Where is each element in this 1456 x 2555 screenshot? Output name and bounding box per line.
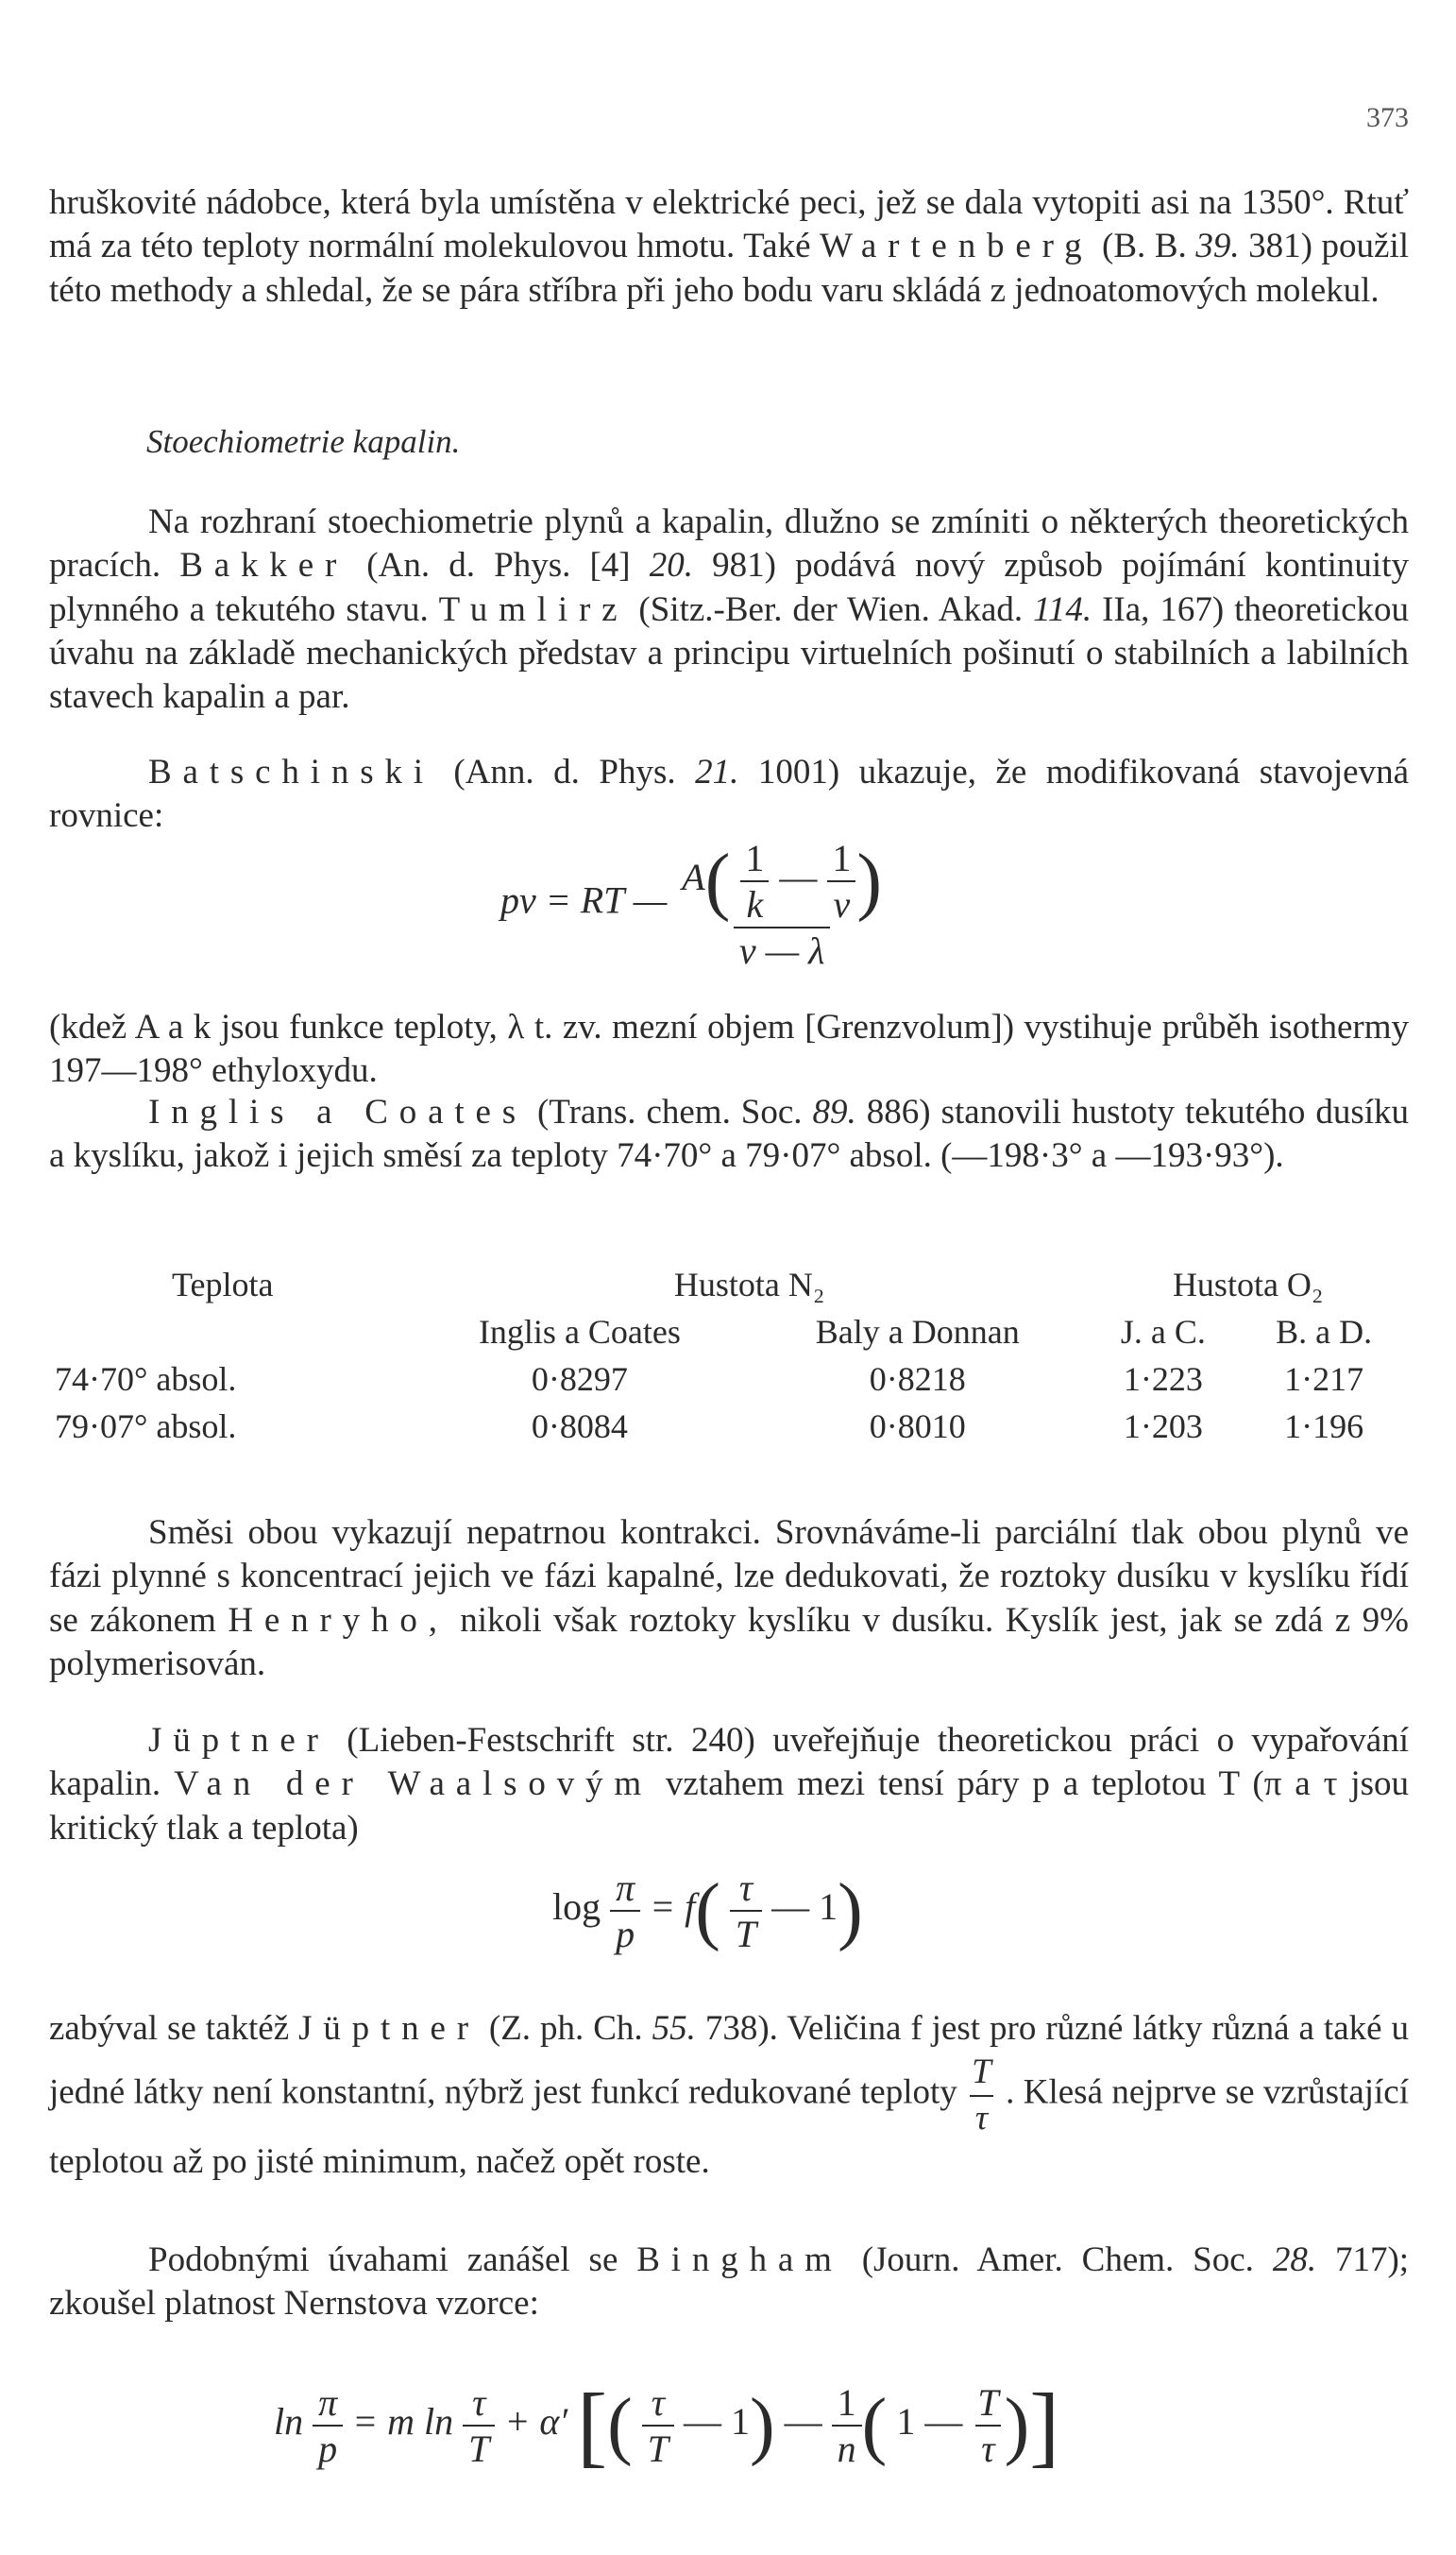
- ln-symbol: ln: [274, 2400, 304, 2444]
- denominator: k: [740, 880, 769, 927]
- section-heading: Stoechiometrie kapalin.: [146, 423, 461, 460]
- header-n2: Hustota N₂: [673, 1266, 825, 1303]
- fraction-tau-T-2: [642, 2380, 674, 2471]
- author-name: Jüptner: [298, 2009, 480, 2048]
- fraction-tau-T: [463, 2380, 495, 2471]
- density-table: [49, 1261, 1409, 1450]
- numerator: 1: [832, 837, 852, 879]
- denominator: T: [642, 2425, 674, 2471]
- left-paren: (: [607, 2384, 633, 2467]
- text: (Lieben-Festschrift str. 240) uveřejňuje theoretickou práci o vypařování kapalin.: [49, 1721, 1409, 1804]
- denominator: τ: [970, 2095, 993, 2140]
- denominator: T: [463, 2425, 495, 2471]
- fraction-1-n: [832, 2380, 862, 2471]
- numerator: π: [616, 1866, 635, 1909]
- minus-one: — 1: [684, 2400, 751, 2444]
- fraction-denominator: v — λ: [734, 927, 831, 973]
- formula-log-vapor: [552, 1865, 863, 1956]
- fraction-pi-p: [313, 2380, 343, 2471]
- table-row: [49, 1355, 1409, 1403]
- volume-number: 114.: [1033, 589, 1092, 629]
- log-symbol: log: [552, 1885, 601, 1929]
- paragraph-8: [49, 2007, 1409, 2184]
- denominator: p: [313, 2425, 343, 2471]
- table-subheader-row: [49, 1308, 1409, 1355]
- table-cell: 0·8084: [531, 1407, 628, 1445]
- numerator: π: [318, 2381, 338, 2424]
- author-name: Henryho,: [228, 1600, 449, 1640]
- author-name: Bingham: [636, 2240, 843, 2279]
- text: 1001) ukazuje, že modifikovaná stavojevná rovnice:: [49, 753, 1409, 836]
- empty-cell: [49, 1308, 412, 1355]
- left-bracket: [: [577, 2375, 608, 2476]
- text: 886) stanovili hustoty tekutého dusíku a kyslíku, jakož i jejich směsí za teploty 74·70° a 79·07° absol. (—198·3° a —193·93°).: [49, 1093, 1410, 1176]
- fraction-T-tau: [972, 2380, 1004, 2471]
- formula-nernst: [274, 2375, 1060, 2476]
- text: vztahem mezi tensí páry p a teplotou T (π a τ jsou kritický tlak a teplota): [49, 1764, 1410, 1848]
- author-name: Batschinski: [148, 753, 434, 792]
- text: (Trans. chem. Soc.: [536, 1093, 803, 1132]
- right-paren: ): [750, 2384, 775, 2467]
- minus-sign: —: [784, 2400, 822, 2444]
- inner-fraction-1v: [826, 836, 856, 927]
- text: nikoli však roztoky kyslíku v dusíku. Kyslík jest, jak se zdá z 9% polymerisován.: [49, 1600, 1410, 1683]
- text: Směsi obou vykazují nepatrnou kontrakci. Srovnáváme-li parciální tlak obou plynů ve fázi plynné s koncentrací jejich ve fázi kapalné, lze dedukovati, že roztoky dusíku v kyslíku řídí se zákonem: [49, 1513, 1409, 1640]
- text: 381) použil této methody a shledal, že se pára stříbra při jeho bodu varu skládá z jednoatomových molekul.: [49, 227, 1410, 310]
- numerator: 1: [745, 837, 765, 879]
- author-name: Inglis a Coates: [148, 1093, 527, 1132]
- volume-number: 28.: [1272, 2240, 1317, 2279]
- equals-m-ln: = m ln: [352, 2400, 454, 2444]
- author-name: Van der Waalsovým: [174, 1764, 653, 1804]
- page-number: 373: [1366, 102, 1409, 133]
- subheader-cell: B. a D.: [1276, 1313, 1373, 1351]
- paragraph-9: [49, 2239, 1409, 2326]
- table-cell: 0·8297: [531, 1360, 628, 1398]
- one-minus: 1 —: [896, 2400, 963, 2444]
- subheader-cell: Inglis a Coates: [478, 1313, 681, 1351]
- subheader-cell: Baly a Donnan: [815, 1313, 1020, 1351]
- text: (Journ. Amer. Chem. Soc.: [861, 2240, 1254, 2279]
- paragraph-1: [49, 181, 1409, 313]
- right-paren: ): [1004, 2384, 1030, 2467]
- numerator: τ: [472, 2381, 486, 2424]
- text: hruškovité nádobce, která byla umístěna v elektrické peci, jež se dala vytopiti asi na 1350°. Rtuť má za této teploty normální molekulovou hmotu. Také: [49, 183, 1409, 266]
- numerator: T: [977, 2381, 999, 2424]
- fraction-pi-p: [610, 1865, 640, 1956]
- text: (B. B.: [1102, 227, 1187, 266]
- text: 717); zkoušel platnost Nernstova vzorce:: [49, 2240, 1410, 2324]
- author-name: Jüptner: [148, 1721, 330, 1760]
- left-paren: (: [704, 840, 731, 923]
- table-cell: 0·8010: [869, 1407, 966, 1445]
- header-o2: Hustota O₂: [1172, 1266, 1324, 1303]
- volume-number: 89.: [812, 1093, 856, 1132]
- table-cell: 74·70° absol.: [55, 1360, 237, 1398]
- table-cell: 1·217: [1284, 1360, 1364, 1398]
- inline-fraction-T-tau: [966, 2051, 997, 2140]
- table-cell: 1·196: [1284, 1407, 1364, 1445]
- text: (Z. ph. Ch.: [488, 2009, 643, 2048]
- text: (Sitz.-Ber. der Wien. Akad.: [638, 589, 1024, 629]
- paragraph-7: [49, 1719, 1409, 1850]
- numerator: 1: [837, 2381, 856, 2424]
- minus-one: — 1: [771, 1885, 838, 1929]
- numerator: T: [972, 2053, 991, 2092]
- denominator: T: [730, 1910, 762, 1956]
- inner-fraction-1k: [739, 836, 770, 927]
- author-name: Tumlirz: [438, 589, 629, 629]
- table-header-row: [49, 1261, 1409, 1308]
- volume-number: 39.: [1195, 227, 1240, 266]
- fraction-tau-T: [730, 1865, 762, 1956]
- denominator: τ: [975, 2425, 1000, 2471]
- paragraph-3: [49, 751, 1409, 839]
- minus-sign: —: [779, 856, 818, 899]
- volume-number: 21.: [695, 753, 739, 792]
- paragraph-5: [49, 1091, 1409, 1179]
- text: (Ann. d. Phys.: [453, 753, 676, 792]
- formula-lhs: pv = RT —: [500, 878, 668, 922]
- author-name: Bakker: [179, 546, 348, 586]
- text: 738). Veličina f jest pro různé látky různá a také u jedné látky není konstantní, nýbrž jest funkcí redukované teploty: [49, 2009, 1410, 2112]
- denominator: n: [832, 2425, 862, 2471]
- volume-number: 55.: [652, 2009, 696, 2048]
- table-cell: 1·203: [1123, 1407, 1203, 1445]
- left-paren: (: [695, 1869, 720, 1952]
- subheader-cell: J. a C.: [1120, 1313, 1206, 1351]
- formula-state-equation: [500, 836, 888, 973]
- equals-f: = f: [650, 1885, 696, 1929]
- left-paren: (: [861, 2384, 888, 2467]
- numerator: τ: [738, 1866, 753, 1909]
- fraction-numerator: [676, 836, 888, 927]
- header-teplota: Teplota: [172, 1266, 274, 1303]
- text: IIa, 167) theoretickou úvahu na základě mechanických představ a principu virtuelních pošinutí o stabilních a labilních stavech kapalin a par.: [49, 589, 1410, 716]
- symbol-A: A: [682, 856, 705, 899]
- paragraph-2: [49, 501, 1409, 719]
- table-cell: 1·223: [1123, 1360, 1203, 1398]
- numerator: τ: [651, 2381, 666, 2424]
- volume-number: 20.: [649, 546, 694, 586]
- right-paren: ): [838, 1869, 863, 1952]
- paragraph-4: (kdež A a k jsou funkce teploty, λ t. zv. mezní objem [Grenzvolum]) vystihuje průběh isothermy 197—198° ethyloxydu.: [49, 1008, 1409, 1091]
- formula-fraction: [676, 836, 888, 973]
- text: 981) podává nový způsob pojímání kontinuity plynného a tekutého stavu.: [49, 546, 1409, 629]
- text: Podobnými úvahami zanášel se: [148, 2240, 618, 2279]
- text: zabýval se taktéž: [49, 2009, 290, 2048]
- denominator: p: [610, 1910, 640, 1956]
- right-paren: ): [856, 840, 882, 923]
- text: (An. d. Phys. [4]: [366, 546, 631, 586]
- right-bracket: ]: [1029, 2375, 1060, 2476]
- text: Na rozhraní stoechiometrie plynů a kapalin, dlužno se zmíniti o některých theoretických pracích.: [49, 502, 1409, 586]
- text: . Klesá nejprve se vzrůstající teplotou až po jisté minimum, načež opět roste.: [49, 2072, 1410, 2181]
- table-cell: 0·8218: [869, 1360, 966, 1398]
- denominator: v: [827, 880, 855, 927]
- plus-alpha: + α′: [504, 2400, 568, 2444]
- author-name: Wartenberg: [820, 227, 1093, 266]
- table-row: [49, 1403, 1409, 1450]
- table-cell: 79·07° absol.: [55, 1407, 237, 1445]
- paragraph-6: [49, 1511, 1409, 1686]
